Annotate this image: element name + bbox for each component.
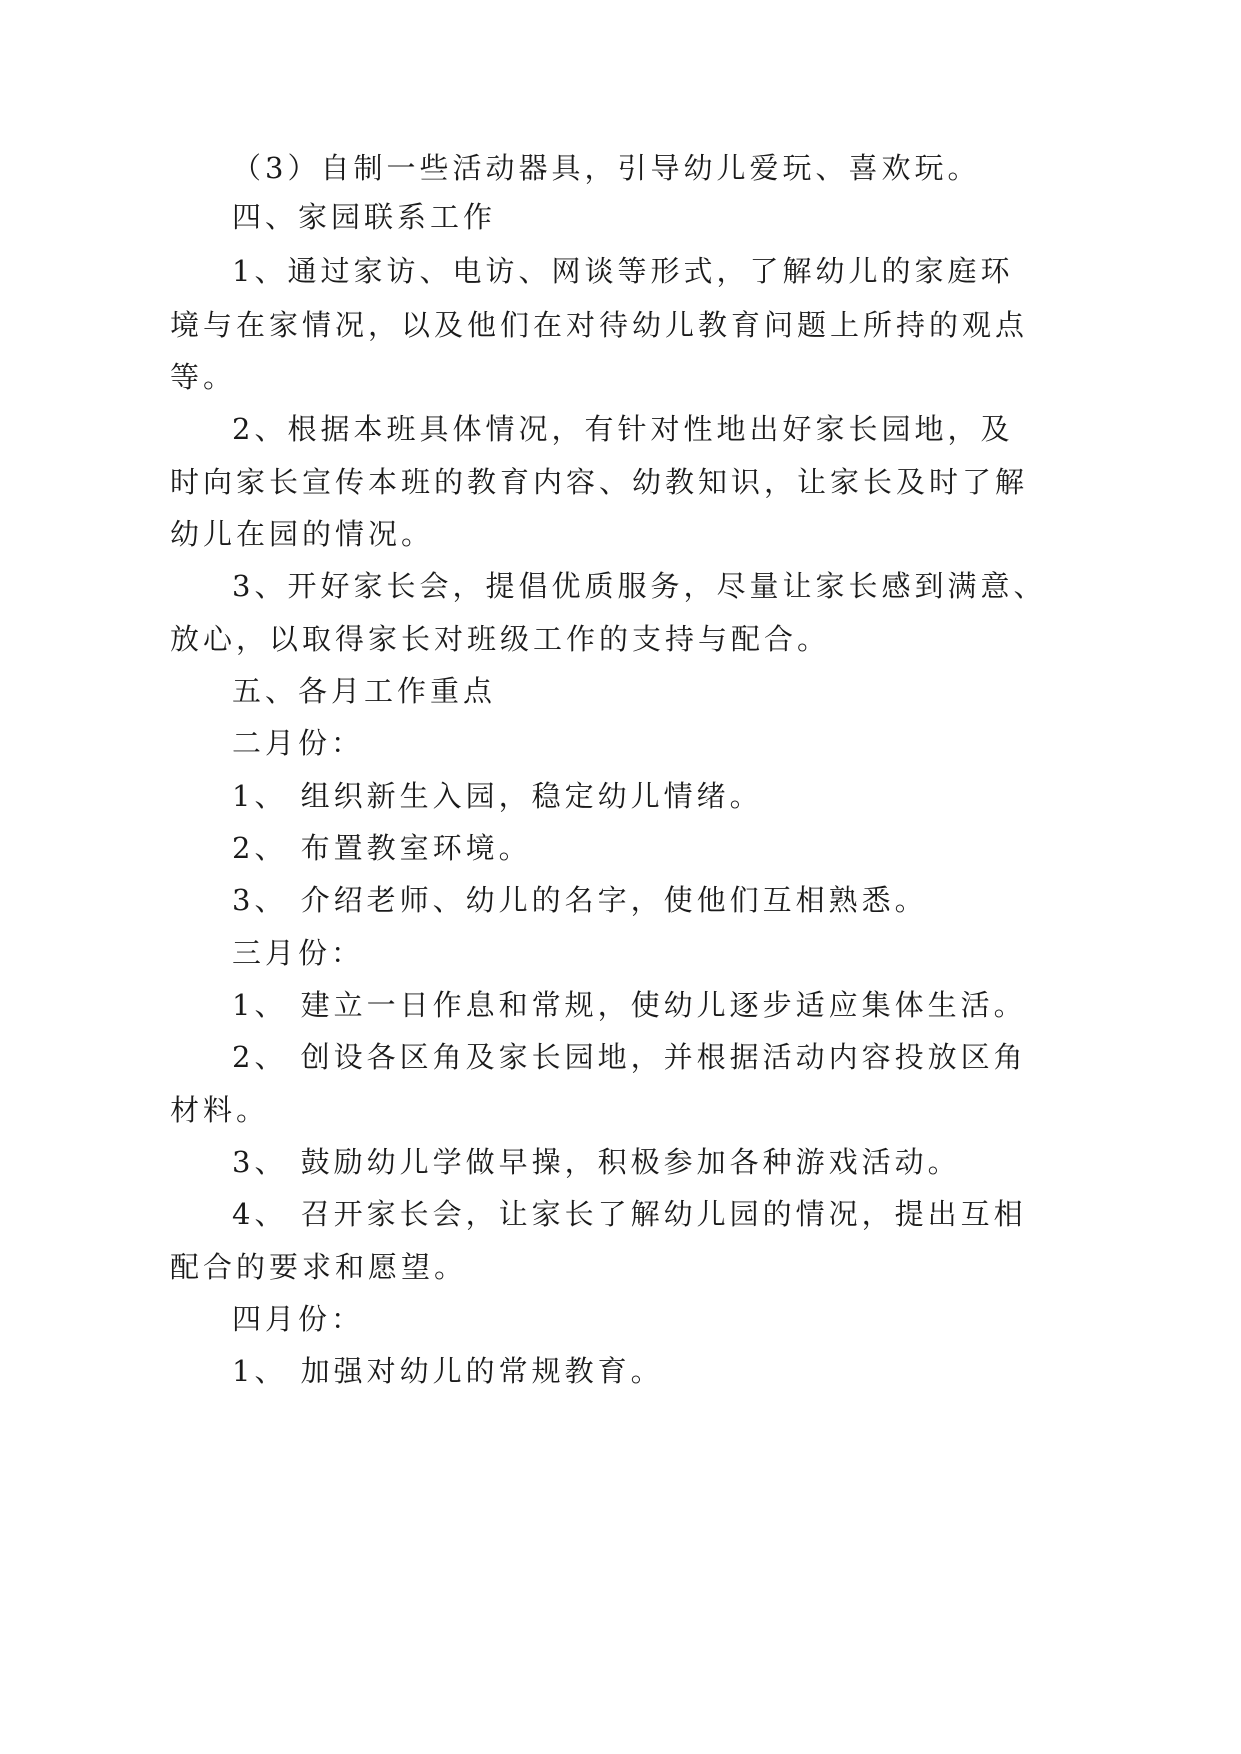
section-heading: 五、各月工作重点 (232, 674, 497, 708)
paragraph-line: 幼儿在园的情况。 (170, 517, 435, 551)
paragraph-line: 时向家长宣传本班的教育内容、幼教知识，让家长及时了解 (170, 465, 1029, 499)
month-heading: 二月份： (232, 726, 365, 760)
section-heading: 四、家园联系工作 (232, 200, 497, 234)
month-heading: 四月份： (232, 1302, 365, 1336)
list-item-continuation: 配合的要求和愿望。 (170, 1250, 468, 1284)
list-item: 4、 召开家长会，让家长了解幼儿园的情况，提出互相 (232, 1197, 1027, 1231)
paragraph-line: 2、根据本班具体情况，有针对性地出好家长园地，及 (232, 412, 1014, 446)
paragraph-line: （3）自制一些活动器具，引导幼儿爱玩、喜欢玩。 (232, 151, 981, 185)
list-item: 1、 组织新生入园，稳定幼儿情绪。 (232, 779, 763, 813)
list-item: 1、 建立一日作息和常规，使幼儿逐步适应集体生活。 (232, 988, 1027, 1022)
list-item-continuation: 材料。 (170, 1093, 270, 1127)
list-item: 1、 加强对幼儿的常规教育。 (232, 1354, 664, 1388)
paragraph-line: 1、通过家访、电访、网谈等形式，了解幼儿的家庭环 (232, 254, 1014, 288)
paragraph-line: 放心，以取得家长对班级工作的支持与配合。 (170, 622, 831, 656)
paragraph-line: 境与在家情况，以及他们在对待幼儿教育问题上所持的观点 (170, 308, 1029, 342)
month-heading: 三月份： (232, 936, 365, 970)
list-item: 3、 介绍老师、幼儿的名字，使他们互相熟悉。 (232, 883, 928, 917)
paragraph-line: 等。 (170, 360, 237, 394)
list-item: 2、 创设各区角及家长园地，并根据活动内容投放区角 (232, 1040, 1027, 1074)
paragraph-line: 3、开好家长会，提倡优质服务，尽量让家长感到满意、 (232, 569, 1047, 603)
list-item: 3、 鼓励幼儿学做早操，积极参加各种游戏活动。 (232, 1145, 961, 1179)
list-item: 2、 布置教室环境。 (232, 831, 532, 865)
